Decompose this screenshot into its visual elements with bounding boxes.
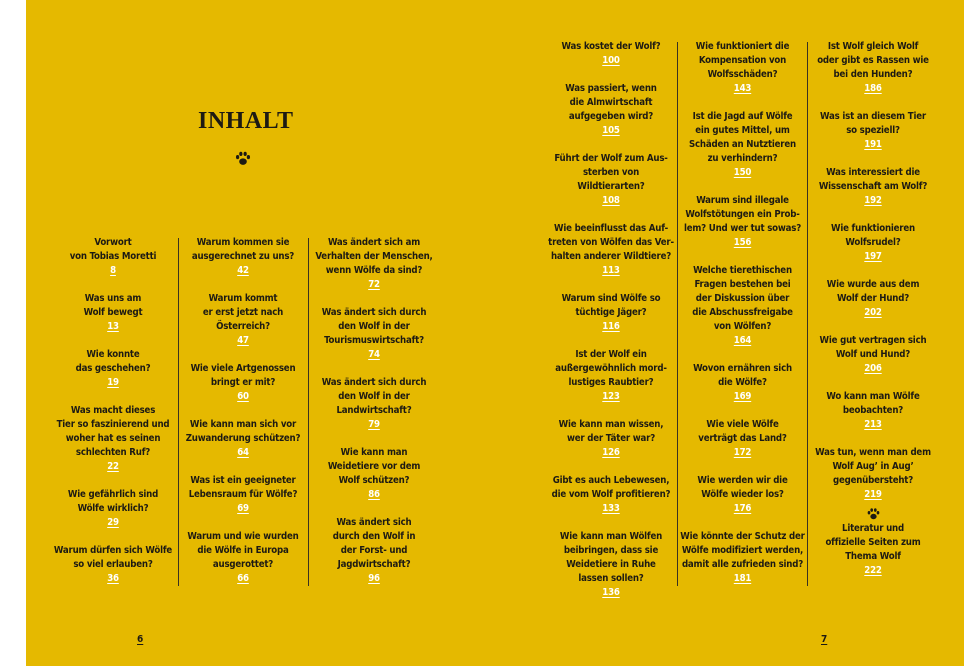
toc-entry-page[interactable]: 96 [368,573,380,584]
toc-entry[interactable] [680,40,805,96]
column-divider [178,238,179,586]
toc-entry-page[interactable]: 156 [733,237,752,248]
toc-entry-question: Warum dürfen sich Wölfe so viel erlauben? [53,545,173,570]
toc-column-2 [182,236,304,600]
toc-entry-page[interactable]: 36 [107,573,119,584]
toc-entry[interactable] [810,522,936,578]
toc-entry[interactable] [810,390,936,432]
toc-entry-question: Ist Wolf gleich Wolf oder gibt es Rassen wie bei den Hunden? [817,41,929,80]
toc-entry-question: Wie kann man sich vor Zuwanderung schützen? [185,419,301,444]
column-divider [677,42,678,586]
toc-entry-page[interactable]: 219 [864,489,882,500]
toc-entry-page[interactable]: 186 [864,83,882,94]
toc-entry[interactable] [680,110,805,180]
toc-entry[interactable] [548,292,674,334]
page-title: INHALT [198,108,294,134]
toc-entry[interactable] [680,362,805,404]
toc-entry[interactable] [52,544,174,586]
toc-entry-page[interactable]: 100 [602,55,620,66]
toc-entry-question: Was ist ein geeigneter Lebensraum für Wölfe? [188,475,298,500]
toc-entry-question: Warum kommen sie ausgerechnet zu uns? [191,237,295,262]
toc-entry[interactable] [52,236,174,278]
toc-entry-page[interactable]: 213 [864,419,882,430]
toc-entry[interactable] [680,264,805,348]
toc-entry-page[interactable]: 133 [602,503,620,514]
toc-entry-question: Wie funktionieren Wolfsrudel? [831,223,915,248]
toc-entry-question: Ist der Wolf ein außergewöhnlich mord- lustiges Raubtier? [555,349,667,388]
toc-entry-question: Wie werden wir die Wölfe wieder los? [697,475,788,500]
toc-entry-question: Wo kann man Wölfe beobachten? [826,391,920,416]
toc-entry-question: Welche tierethischen Fragen bestehen bei der Diskussion über die Abschussfreigabe von Wölfen? [692,265,793,332]
toc-entry-page[interactable]: 108 [602,195,620,206]
toc-entry[interactable] [52,488,174,530]
toc-entry-question: Wie viele Artgenossen bringt er mit? [190,363,296,388]
toc-entry-question: Gibt es auch Lebewesen, die vom Wolf profitieren? [551,475,671,500]
paw-print-icon [810,506,936,522]
toc-entry-page[interactable]: 74 [368,349,380,360]
toc-entry-question: Was uns am Wolf bewegt [83,293,143,318]
toc-entry-question: Literatur und offizielle Seiten zum Thema Wolf [825,523,921,562]
toc-entry[interactable] [810,110,936,152]
column-divider [308,238,309,586]
toc-column-3 [312,236,436,600]
toc-entry-page[interactable]: 123 [602,391,620,402]
toc-entry-page[interactable]: 72 [368,279,380,290]
toc-entry-question: Warum sind illegale Wolfstötungen ein Prob- lem? Und wer tut sowas? [683,195,802,234]
toc-entry-question: Was ändert sich durch den Wolf in der Forst- und Jagdwirtschaft? [332,517,416,570]
toc-entry-page[interactable]: 169 [733,391,752,402]
toc-entry-question: Was kostet der Wolf? [561,41,661,52]
toc-entry[interactable] [810,222,936,264]
toc-entry-page[interactable]: 164 [733,335,752,346]
toc-entry-question: Ist die Jagd auf Wölfe ein gutes Mittel, um Schäden an Nutztieren zu verhindern? [689,111,796,164]
toc-entry[interactable] [548,82,674,138]
toc-entry-page[interactable]: 86 [368,489,380,500]
column-divider [807,42,808,586]
toc-entry-page[interactable]: 176 [733,503,752,514]
toc-column-4 [548,40,674,614]
toc-entry-page[interactable]: 113 [602,265,620,276]
toc-entry-question: Was macht dieses Tier so faszinierend und woher hat es seinen schlechten Ruf? [56,405,170,458]
toc-entry[interactable] [548,152,674,208]
toc-entry-question: Wie konnte das geschehen? [75,349,151,374]
toc-entry[interactable] [548,530,674,600]
toc-entry[interactable] [810,40,936,96]
toc-entry[interactable] [548,222,674,278]
toc-entry[interactable] [52,292,174,334]
toc-entry-page[interactable]: 191 [864,139,882,150]
toc-column-6 [810,40,936,592]
toc-entry[interactable] [810,446,936,502]
toc-column-5 [680,40,805,600]
toc-entry-question: Was interessiert die Wissenschaft am Wolf? [818,167,928,192]
page-number-right: 7 [821,634,828,645]
toc-entry[interactable] [182,418,304,460]
toc-entry-question: Was ändert sich durch den Wolf in der Tourismuswirtschaft? [321,307,427,346]
toc-entry[interactable] [182,362,304,404]
toc-entry[interactable] [312,306,436,362]
toc-entry[interactable] [182,292,304,348]
toc-entry-page[interactable]: 79 [368,419,380,430]
toc-entry-page[interactable]: 192 [864,195,882,206]
toc-entry[interactable] [548,348,674,404]
toc-entry-question: Wie funktioniert die Kompensation von Wolfsschäden? [695,41,790,80]
toc-entry[interactable] [548,418,674,460]
toc-entry-page[interactable]: 13 [107,321,119,332]
toc-entry-question: Wie viele Wölfe verträgt das Land? [698,419,787,444]
toc-entry[interactable] [312,236,436,292]
toc-entry-page[interactable]: 150 [733,167,752,178]
toc-entry-question: Warum kommt er erst jetzt nach Österreich? [202,293,284,332]
toc-entry[interactable] [810,166,936,208]
paw-print-icon [234,149,252,167]
toc-entry[interactable] [680,474,805,516]
toc-entry-page[interactable]: 126 [602,447,620,458]
toc-entry[interactable] [312,376,436,432]
toc-entry-question: Wovon ernähren sich die Wölfe? [693,363,792,388]
toc-entry-question: Was ändert sich am Verhalten der Menschen, wenn Wölfe da sind? [315,237,433,276]
toc-entry-page[interactable]: 66 [237,573,249,584]
toc-entry[interactable] [548,474,674,516]
toc-entry-question: Vorwort von Tobias Moretti [69,237,157,262]
toc-entry-page[interactable]: 181 [733,573,752,584]
toc-entry-question: Warum und wie wurden die Wölfe in Europa ausgerottet? [187,531,299,570]
toc-entry[interactable] [810,278,936,320]
toc-entry-page[interactable]: 8 [110,265,116,276]
toc-entry-page[interactable]: 47 [237,335,249,346]
toc-entry[interactable] [182,474,304,516]
toc-entry-question: Wie kann man Weidetiere vor dem Wolf schützen? [327,447,421,486]
toc-entry[interactable] [312,446,436,502]
toc-entry-question: Wie beeinflusst das Auf- treten von Wölfen das Ver- halten anderer Wildtiere? [548,223,674,262]
toc-entry[interactable] [548,40,674,68]
toc-entry[interactable] [680,530,805,586]
toc-entry-page[interactable]: 42 [237,265,249,276]
toc-entry-page[interactable]: 172 [733,447,752,458]
toc-entry-question: Wie gut vertragen sich Wolf und Hund? [819,335,927,360]
toc-entry-page[interactable]: 197 [864,251,882,262]
toc-entry-question: Wie kann man wissen, wer der Täter war? [558,419,664,444]
toc-entry-question: Wie wurde aus dem Wolf der Hund? [826,279,920,304]
toc-entry-question: Führt der Wolf zum Aus- sterben von Wildtierarten? [554,153,668,192]
toc-entry-page[interactable]: 222 [864,565,882,576]
toc-entry-page[interactable]: 60 [237,391,249,402]
toc-entry-page[interactable]: 143 [733,83,752,94]
toc-entry-page[interactable]: 69 [237,503,249,514]
toc-entry-page[interactable]: 136 [602,587,620,598]
toc-entry-page[interactable]: 29 [107,517,119,528]
toc-entry-page[interactable]: 202 [864,307,882,318]
toc-entry-question: Was tun, wenn man dem Wolf Aug’ in Aug’ gegenübersteht? [815,447,931,486]
toc-column-1 [52,236,174,600]
toc-entry[interactable] [680,194,805,250]
toc-entry[interactable] [182,236,304,278]
toc-entry-question: Was passiert, wenn die Almwirtschaft aufgegeben wird? [565,83,657,122]
toc-entry-question: Was ist an diesem Tier so speziell? [820,111,926,136]
toc-entry-question: Wie gefährlich sind Wölfe wirklich? [67,489,159,514]
toc-entry-page[interactable]: 64 [237,447,249,458]
page-number-left: 6 [137,634,144,645]
toc-entry[interactable] [810,334,936,376]
toc-entry-page[interactable]: 22 [107,461,119,472]
toc-entry[interactable] [182,530,304,586]
toc-entry[interactable] [312,516,436,586]
toc-entry-question: Wie könnte der Schutz der Wölfe modifiziert werden, damit alle zufrieden sind? [680,531,805,570]
toc-entry-page[interactable]: 206 [864,363,882,374]
toc-entry-question: Was ändert sich durch den Wolf in der Landwirtschaft? [321,377,427,416]
toc-entry-page[interactable]: 105 [602,125,620,136]
toc-entry[interactable] [52,404,174,474]
toc-entry[interactable] [680,418,805,460]
toc-entry[interactable] [52,348,174,390]
toc-entry-page[interactable]: 116 [602,321,620,332]
toc-entry-question: Warum sind Wölfe so tüchtige Jäger? [561,293,661,318]
toc-entry-page[interactable]: 19 [107,377,119,388]
toc-entry-question: Wie kann man Wölfen beibringen, dass sie Weidetiere in Ruhe lassen sollen? [559,531,663,584]
